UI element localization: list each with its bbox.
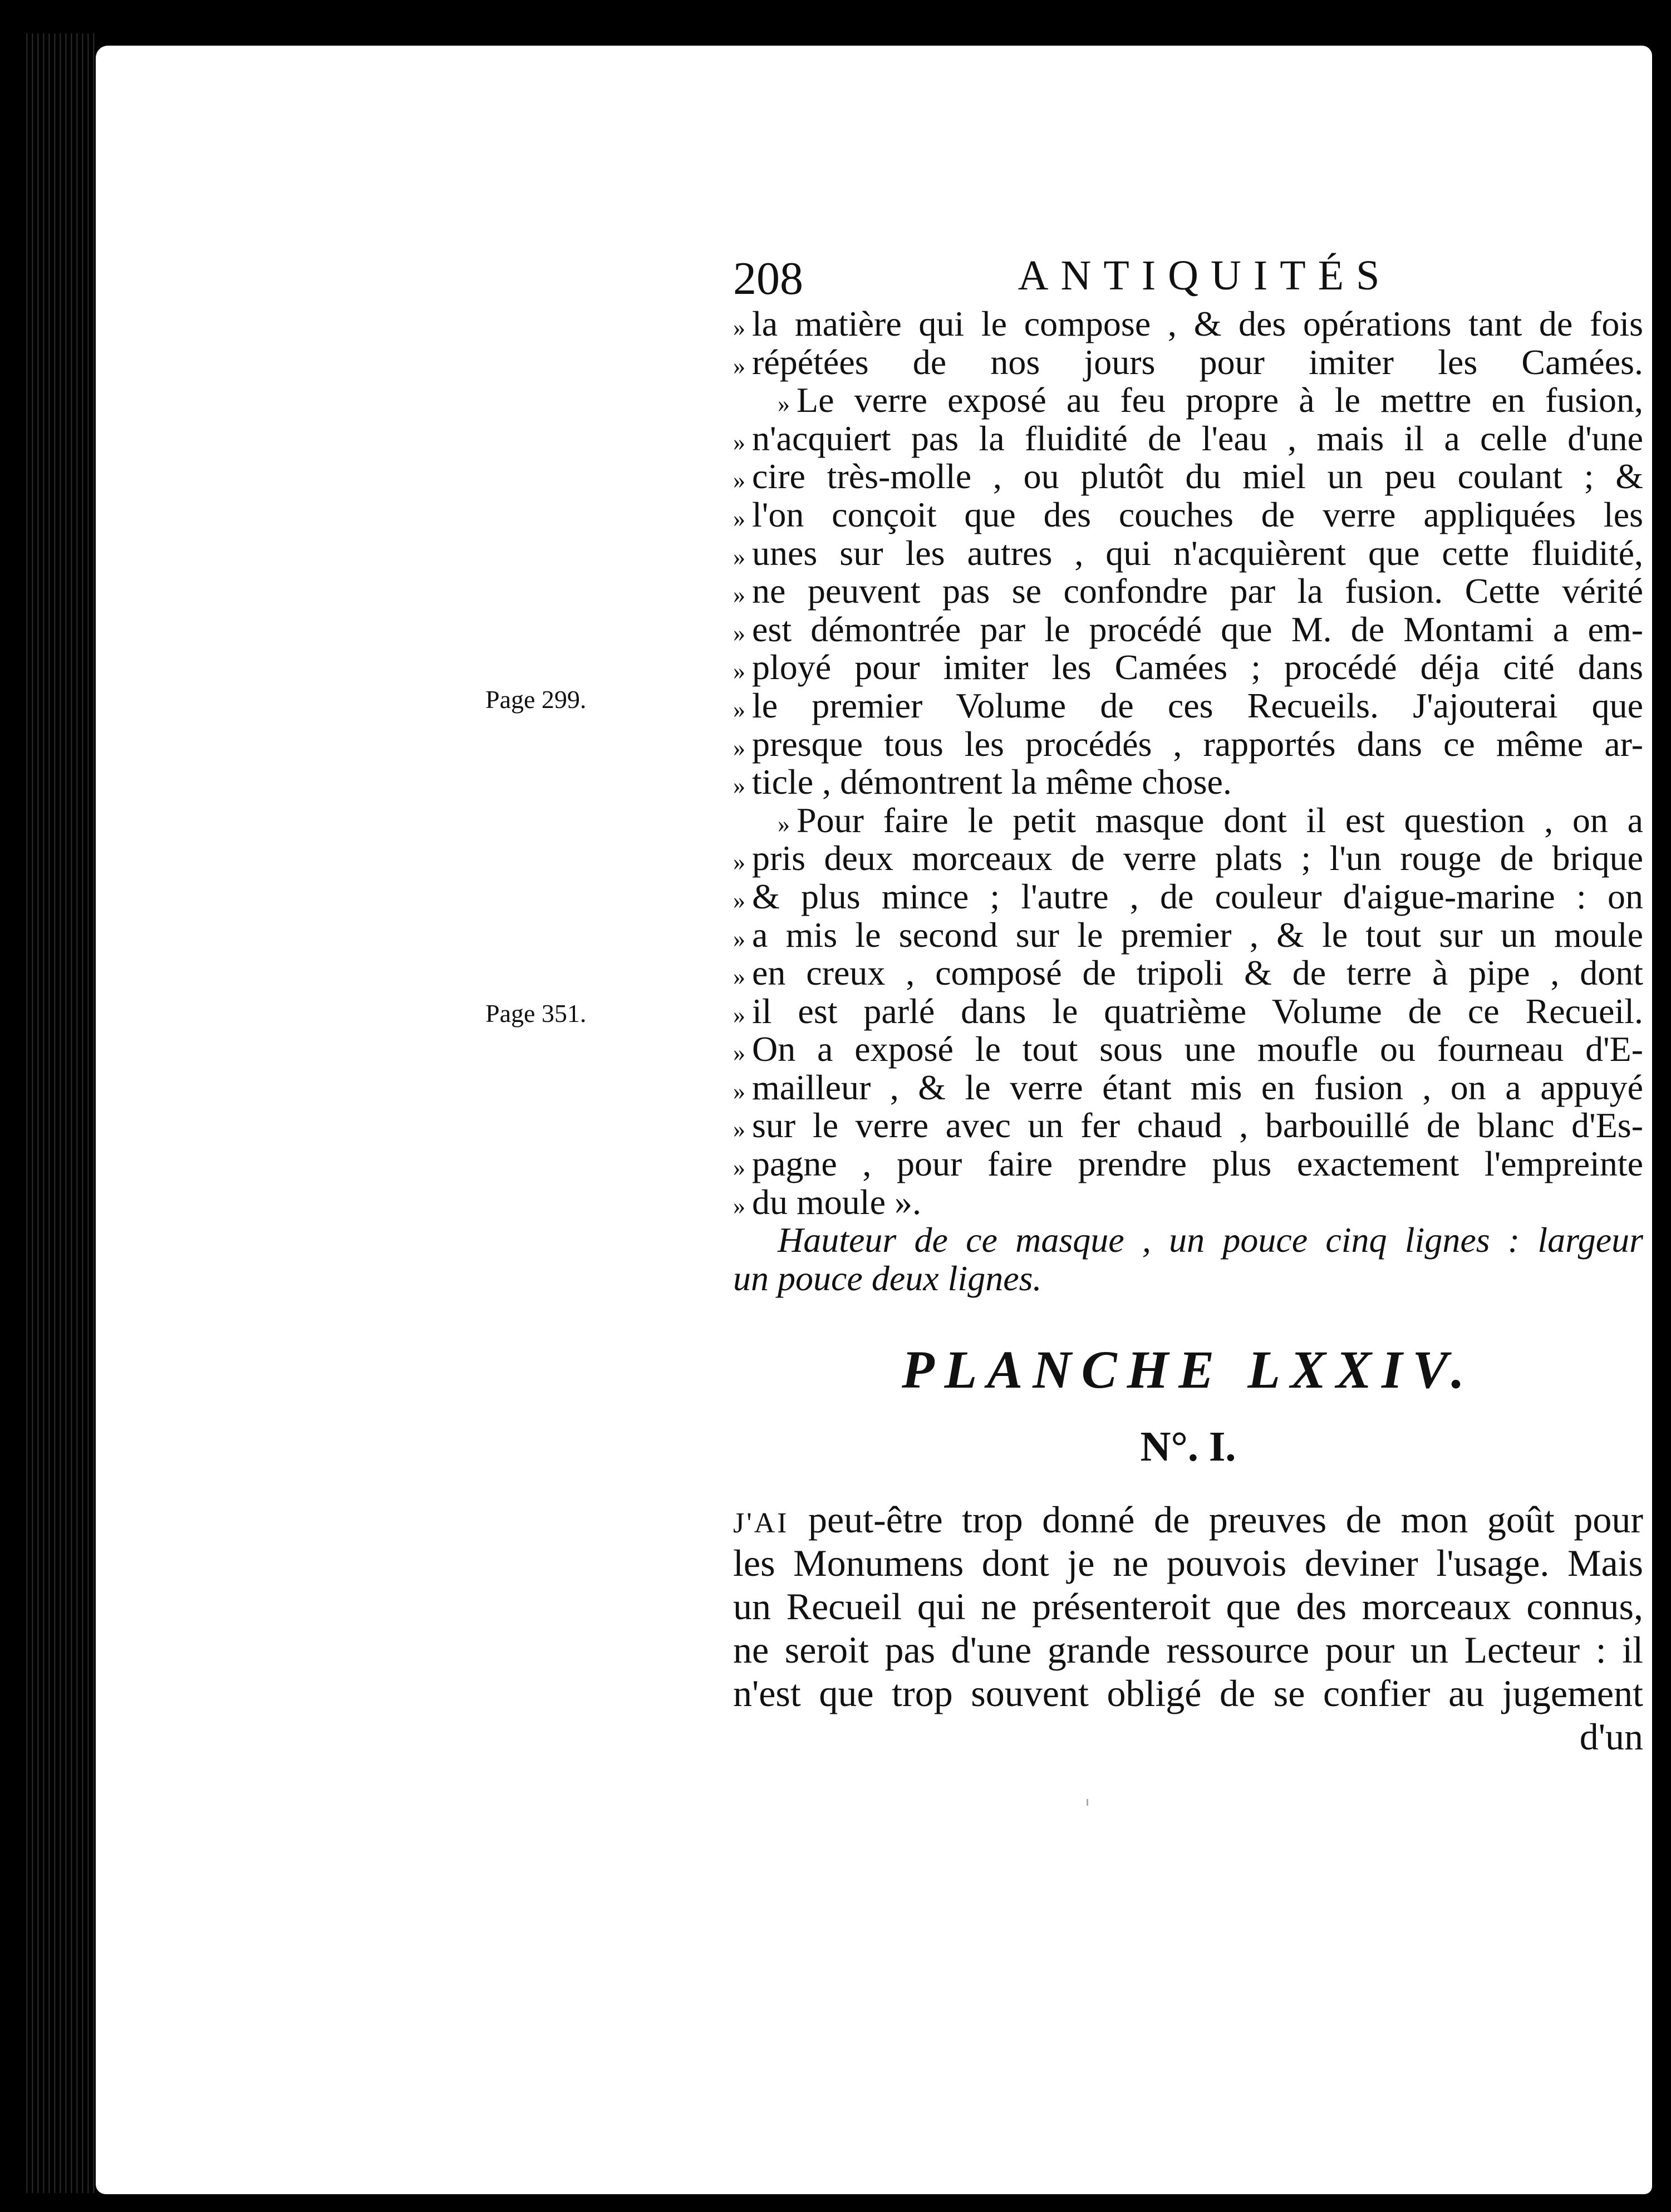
- line-text: est démontrée par le procédé que M. de Montami a em-: [752, 609, 1643, 649]
- catchword: d'un: [1579, 1715, 1643, 1758]
- line-text: a mis le second sur le premier , & le tout sur un moule: [752, 915, 1643, 955]
- quote-mark: »: [733, 428, 744, 456]
- quote-mark: »: [733, 543, 744, 571]
- text-line: [733, 458, 1643, 496]
- page-edge-stack: [22, 33, 95, 2193]
- line-text: en creux , composé de tripoli & de terre à pipe , dont: [752, 953, 1643, 993]
- text-line: [733, 1145, 1643, 1183]
- line-text: ployé pour imiter les Camées ; procédé déja cité dans: [752, 647, 1643, 687]
- quote-mark: »: [778, 390, 789, 418]
- line-text: il est parlé dans le quatrième Volume de ce Recueil.: [752, 991, 1643, 1031]
- quote-mark: »: [733, 657, 744, 685]
- quote-mark: »: [733, 1115, 744, 1143]
- line-text: les Monumens dont je ne pouvois deviner l'usage. Mais: [733, 1542, 1643, 1585]
- text-line: [733, 381, 1643, 420]
- paragraph-line: [733, 1672, 1643, 1715]
- line-text: du moule ».: [752, 1182, 921, 1222]
- quote-mark: »: [733, 314, 744, 341]
- text-line: [733, 725, 1643, 764]
- paragraph-line: [733, 1585, 1643, 1628]
- text-line: [733, 534, 1643, 573]
- line-text: & plus mince ; l'autre , de couleur d'aigue-marine : on: [752, 876, 1643, 916]
- quote-mark: »: [733, 1192, 744, 1220]
- text-line: [733, 1260, 1643, 1298]
- quote-mark: »: [778, 810, 789, 838]
- line-text: répétées de nos jours pour imiter les Camées.: [752, 342, 1643, 382]
- margin-note-page-351: Page 351.: [485, 999, 587, 1028]
- quote-mark: »: [733, 1154, 744, 1182]
- paper-speck: [1087, 1799, 1088, 1806]
- paragraph: [733, 1498, 1643, 1715]
- text-line: [733, 648, 1643, 687]
- text-line: [733, 839, 1643, 878]
- quote-mark: »: [733, 963, 744, 991]
- line-text: n'est que trop souvent obligé de se confier au jugement: [733, 1672, 1643, 1715]
- text-line: [733, 420, 1643, 458]
- line-text: pris deux morceaux de verre plats ; l'un rouge de brique: [752, 838, 1643, 878]
- quote-mark: »: [733, 772, 744, 800]
- quote-mark: »: [733, 1077, 744, 1105]
- text-line: [733, 954, 1643, 992]
- section-number: N°. I.: [1140, 1423, 1236, 1471]
- text-line: [733, 1030, 1643, 1069]
- body-text: [733, 305, 1643, 1297]
- page-header: [733, 252, 1643, 305]
- running-title: ANTIQUITÉS: [1018, 252, 1392, 299]
- text-line: [733, 343, 1643, 382]
- line-text: peut-être trop donné de preuves de mon goût pour: [789, 1498, 1643, 1541]
- paragraph-line: [733, 1628, 1643, 1672]
- line-text: unes sur les autres , qui n'acquièrent que cette fluidité,: [752, 533, 1643, 573]
- text-line: [733, 763, 1643, 802]
- line-text: ne peuvent pas se confondre par la fusion. Cette vérité: [752, 571, 1643, 611]
- line-text: le premier Volume de ces Recueils. J'ajouterai que: [752, 685, 1643, 725]
- line-text: la matière qui le compose , & des opérations tant de fois: [752, 304, 1643, 343]
- line-text: n'acquiert pas la fluidité de l'eau , mais il a celle d'une: [752, 418, 1643, 458]
- line-text: l'on conçoit que des couches de verre appliquées les: [752, 494, 1643, 534]
- line-text: pagne , pour faire prendre plus exactement l'empreinte: [752, 1144, 1643, 1184]
- line-text: un pouce deux lignes.: [733, 1258, 1042, 1298]
- quote-mark: »: [733, 466, 744, 494]
- text-line: [733, 1107, 1643, 1145]
- text-line: [733, 1221, 1643, 1260]
- text-line: [733, 611, 1643, 649]
- line-text: ticle , démontrent la même chose.: [752, 762, 1232, 802]
- line-text: presque tous les procédés , rapportés dans ce même ar-: [752, 724, 1643, 764]
- quote-mark: »: [733, 734, 744, 761]
- quote-mark: »: [733, 1039, 744, 1067]
- line-text: Le verre exposé au feu propre à le mettre en fusion,: [797, 380, 1643, 420]
- line-text: On a exposé le tout sous une moufle ou fourneau d'E-: [752, 1029, 1643, 1069]
- text-line: [733, 1183, 1643, 1222]
- quote-mark: »: [733, 925, 744, 952]
- quote-mark: »: [733, 848, 744, 876]
- line-text: Hauteur de ce masque , un pouce cinq lignes : largeur: [778, 1220, 1643, 1260]
- margin-note-page-299: Page 299.: [485, 685, 587, 714]
- quote-mark: »: [733, 695, 744, 723]
- text-line: [733, 572, 1643, 611]
- paragraph-line: [733, 1541, 1643, 1585]
- quote-mark: »: [733, 619, 744, 647]
- line-text: un Recueil qui ne présenteroit que des morceaux connus,: [733, 1585, 1643, 1628]
- plate-title: PLANCHE LXXIV.: [901, 1340, 1475, 1400]
- line-text: Pour faire le petit masque dont il est question , on a: [797, 800, 1643, 840]
- quote-mark: »: [733, 581, 744, 609]
- text-line: [733, 878, 1643, 916]
- quote-mark: »: [733, 1001, 744, 1029]
- text-line: [733, 992, 1643, 1031]
- line-text: ne seroit pas d'une grande ressource pour un Lecteur : il: [733, 1629, 1643, 1672]
- text-line: [733, 916, 1643, 955]
- text-line: [733, 496, 1643, 534]
- line-text: cire très-molle , ou plutôt du miel un peu coulant ; &: [752, 456, 1643, 497]
- text-line: [733, 1069, 1643, 1107]
- dropcap-word: J'AI: [733, 1507, 789, 1540]
- page-number: 208: [733, 253, 803, 304]
- quote-mark: »: [733, 886, 744, 914]
- quote-mark: »: [733, 352, 744, 380]
- paragraph-line: [733, 1498, 1643, 1541]
- text-line: [733, 687, 1643, 725]
- book-page: [96, 46, 1652, 2194]
- quote-mark: »: [733, 504, 744, 532]
- text-block: [733, 252, 1643, 1758]
- text-line: [733, 305, 1643, 343]
- line-text: sur le verre avec un fer chaud , barbouillé de blanc d'Es-: [752, 1105, 1643, 1146]
- text-line: [733, 802, 1643, 840]
- line-text: mailleur , & le verre étant mis en fusion , on a appuyé: [752, 1067, 1643, 1107]
